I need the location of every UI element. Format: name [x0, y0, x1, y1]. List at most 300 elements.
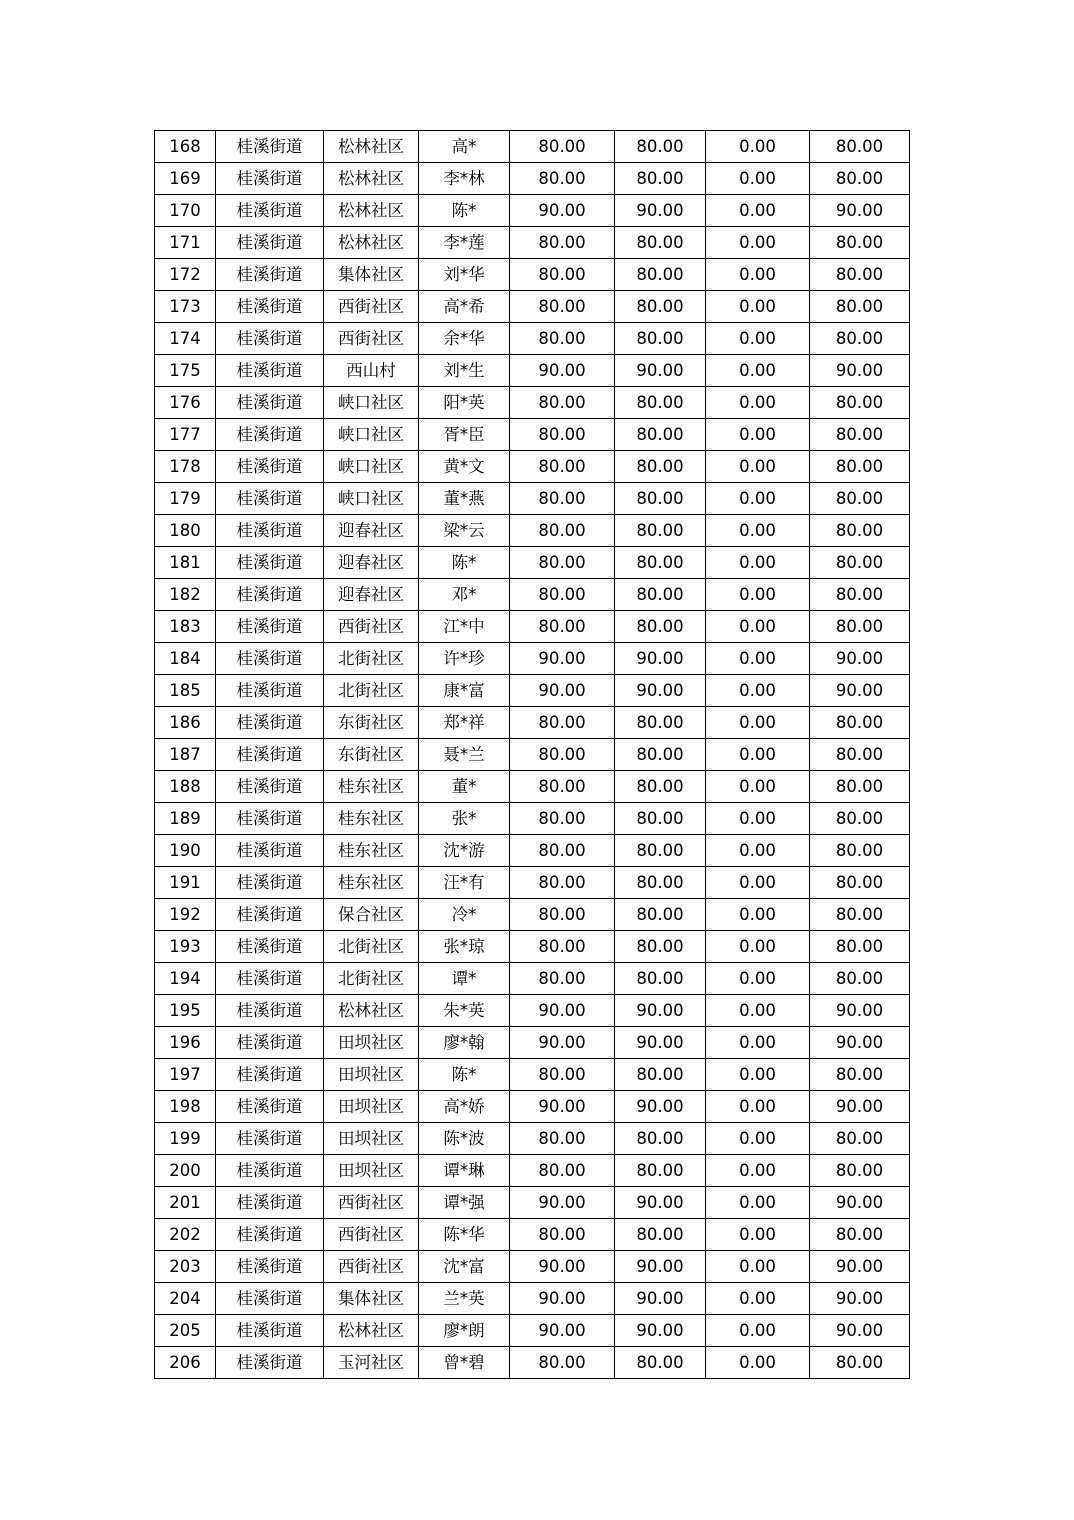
cell-subdistrict: 桂溪街道: [216, 611, 324, 643]
cell-amount-1: 90.00: [510, 1283, 615, 1315]
cell-community: 峡口社区: [324, 483, 419, 515]
cell-amount-1: 80.00: [510, 451, 615, 483]
cell-amount-1: 80.00: [510, 1347, 615, 1379]
cell-amount-2: 80.00: [615, 963, 706, 995]
cell-amount-1: 80.00: [510, 419, 615, 451]
cell-amount-2: 90.00: [615, 675, 706, 707]
cell-name: 谭*强: [419, 1187, 510, 1219]
cell-amount-3: 0.00: [706, 1155, 810, 1187]
cell-subdistrict: 桂溪街道: [216, 803, 324, 835]
cell-index: 184: [155, 643, 216, 675]
table-row: [155, 675, 910, 707]
cell-subdistrict: 桂溪街道: [216, 1059, 324, 1091]
cell-amount-3: 0.00: [706, 1283, 810, 1315]
cell-subdistrict: 桂溪街道: [216, 1283, 324, 1315]
cell-amount-3: 0.00: [706, 1187, 810, 1219]
cell-amount-4: 80.00: [810, 739, 910, 771]
cell-amount-4: 80.00: [810, 835, 910, 867]
cell-index: 168: [155, 131, 216, 163]
cell-amount-4: 80.00: [810, 803, 910, 835]
cell-amount-1: 90.00: [510, 675, 615, 707]
cell-amount-1: 90.00: [510, 995, 615, 1027]
cell-index: 186: [155, 707, 216, 739]
cell-subdistrict: 桂溪街道: [216, 899, 324, 931]
cell-amount-1: 80.00: [510, 931, 615, 963]
cell-amount-2: 80.00: [615, 739, 706, 771]
cell-amount-1: 80.00: [510, 259, 615, 291]
cell-amount-4: 80.00: [810, 899, 910, 931]
cell-amount-1: 80.00: [510, 707, 615, 739]
cell-community: 田坝社区: [324, 1027, 419, 1059]
cell-index: 204: [155, 1283, 216, 1315]
cell-amount-3: 0.00: [706, 963, 810, 995]
table-row: [155, 771, 910, 803]
cell-amount-1: 80.00: [510, 227, 615, 259]
cell-name: 聂*兰: [419, 739, 510, 771]
cell-amount-4: 80.00: [810, 1347, 910, 1379]
cell-index: 194: [155, 963, 216, 995]
cell-amount-3: 0.00: [706, 1347, 810, 1379]
cell-amount-4: 90.00: [810, 1315, 910, 1347]
cell-amount-2: 80.00: [615, 291, 706, 323]
cell-name: 陈*波: [419, 1123, 510, 1155]
cell-subdistrict: 桂溪街道: [216, 675, 324, 707]
cell-amount-2: 80.00: [615, 1123, 706, 1155]
cell-amount-1: 80.00: [510, 387, 615, 419]
cell-amount-4: 90.00: [810, 1187, 910, 1219]
cell-amount-3: 0.00: [706, 1027, 810, 1059]
cell-amount-1: 90.00: [510, 195, 615, 227]
cell-amount-2: 80.00: [615, 771, 706, 803]
cell-name: 许*珍: [419, 643, 510, 675]
cell-amount-2: 80.00: [615, 323, 706, 355]
cell-amount-2: 80.00: [615, 835, 706, 867]
cell-subdistrict: 桂溪街道: [216, 419, 324, 451]
cell-community: 西山村: [324, 355, 419, 387]
table-row: [155, 899, 910, 931]
cell-amount-1: 80.00: [510, 1219, 615, 1251]
cell-index: 193: [155, 931, 216, 963]
cell-community: 西街社区: [324, 1251, 419, 1283]
cell-amount-3: 0.00: [706, 515, 810, 547]
cell-amount-2: 80.00: [615, 803, 706, 835]
cell-amount-2: 80.00: [615, 1219, 706, 1251]
cell-subdistrict: 桂溪街道: [216, 1251, 324, 1283]
cell-amount-3: 0.00: [706, 995, 810, 1027]
table-row: [155, 355, 910, 387]
cell-amount-3: 0.00: [706, 131, 810, 163]
cell-subdistrict: 桂溪街道: [216, 483, 324, 515]
cell-amount-4: 90.00: [810, 643, 910, 675]
cell-amount-2: 80.00: [615, 707, 706, 739]
cell-community: 集体社区: [324, 1283, 419, 1315]
cell-amount-4: 90.00: [810, 1091, 910, 1123]
cell-amount-4: 80.00: [810, 1123, 910, 1155]
cell-subdistrict: 桂溪街道: [216, 771, 324, 803]
cell-amount-1: 90.00: [510, 1091, 615, 1123]
cell-index: 179: [155, 483, 216, 515]
cell-index: 170: [155, 195, 216, 227]
cell-name: 胥*臣: [419, 419, 510, 451]
cell-name: 高*希: [419, 291, 510, 323]
cell-amount-2: 90.00: [615, 995, 706, 1027]
cell-amount-2: 90.00: [615, 1187, 706, 1219]
cell-subdistrict: 桂溪街道: [216, 707, 324, 739]
table-row: [155, 643, 910, 675]
cell-amount-4: 90.00: [810, 1283, 910, 1315]
cell-amount-4: 80.00: [810, 483, 910, 515]
cell-amount-3: 0.00: [706, 579, 810, 611]
cell-amount-1: 80.00: [510, 323, 615, 355]
cell-name: 廖*翰: [419, 1027, 510, 1059]
cell-index: 201: [155, 1187, 216, 1219]
table-row: [155, 483, 910, 515]
cell-name: 董*燕: [419, 483, 510, 515]
cell-amount-3: 0.00: [706, 771, 810, 803]
cell-amount-1: 80.00: [510, 547, 615, 579]
cell-amount-3: 0.00: [706, 643, 810, 675]
cell-amount-4: 80.00: [810, 515, 910, 547]
cell-community: 集体社区: [324, 259, 419, 291]
cell-name: 黄*文: [419, 451, 510, 483]
cell-index: 206: [155, 1347, 216, 1379]
data-table: [154, 130, 910, 1379]
cell-amount-2: 80.00: [615, 547, 706, 579]
cell-community: 北街社区: [324, 963, 419, 995]
cell-amount-4: 90.00: [810, 1251, 910, 1283]
cell-name: 董*: [419, 771, 510, 803]
table-row: [155, 1027, 910, 1059]
cell-amount-2: 80.00: [615, 451, 706, 483]
table-row: [155, 1251, 910, 1283]
cell-name: 江*中: [419, 611, 510, 643]
table-row: [155, 195, 910, 227]
cell-index: 173: [155, 291, 216, 323]
cell-community: 北街社区: [324, 675, 419, 707]
cell-amount-2: 90.00: [615, 643, 706, 675]
cell-index: 185: [155, 675, 216, 707]
cell-amount-3: 0.00: [706, 1315, 810, 1347]
cell-amount-3: 0.00: [706, 611, 810, 643]
cell-amount-3: 0.00: [706, 931, 810, 963]
cell-name: 陈*: [419, 1059, 510, 1091]
cell-name: 陈*: [419, 195, 510, 227]
cell-community: 峡口社区: [324, 387, 419, 419]
cell-subdistrict: 桂溪街道: [216, 931, 324, 963]
cell-amount-1: 80.00: [510, 963, 615, 995]
cell-amount-1: 80.00: [510, 1155, 615, 1187]
cell-index: 177: [155, 419, 216, 451]
cell-name: 邓*: [419, 579, 510, 611]
cell-subdistrict: 桂溪街道: [216, 995, 324, 1027]
cell-amount-4: 80.00: [810, 867, 910, 899]
cell-subdistrict: 桂溪街道: [216, 451, 324, 483]
cell-amount-4: 80.00: [810, 259, 910, 291]
cell-amount-3: 0.00: [706, 1251, 810, 1283]
cell-index: 190: [155, 835, 216, 867]
cell-amount-4: 80.00: [810, 931, 910, 963]
cell-amount-1: 80.00: [510, 291, 615, 323]
cell-community: 玉河社区: [324, 1347, 419, 1379]
cell-subdistrict: 桂溪街道: [216, 1027, 324, 1059]
cell-community: 松林社区: [324, 227, 419, 259]
cell-amount-3: 0.00: [706, 483, 810, 515]
cell-name: 谭*琳: [419, 1155, 510, 1187]
cell-subdistrict: 桂溪街道: [216, 195, 324, 227]
cell-community: 松林社区: [324, 1315, 419, 1347]
table-row: [155, 1283, 910, 1315]
cell-amount-2: 80.00: [615, 899, 706, 931]
cell-amount-4: 80.00: [810, 227, 910, 259]
cell-amount-2: 80.00: [615, 611, 706, 643]
cell-amount-3: 0.00: [706, 675, 810, 707]
cell-name: 郑*祥: [419, 707, 510, 739]
cell-name: 兰*英: [419, 1283, 510, 1315]
table-row: [155, 387, 910, 419]
cell-amount-2: 80.00: [615, 1059, 706, 1091]
cell-amount-3: 0.00: [706, 1123, 810, 1155]
cell-community: 桂东社区: [324, 867, 419, 899]
table-row: [155, 1315, 910, 1347]
cell-subdistrict: 桂溪街道: [216, 291, 324, 323]
cell-amount-1: 80.00: [510, 1123, 615, 1155]
cell-subdistrict: 桂溪街道: [216, 1187, 324, 1219]
cell-amount-2: 80.00: [615, 227, 706, 259]
cell-amount-3: 0.00: [706, 195, 810, 227]
cell-amount-4: 80.00: [810, 547, 910, 579]
cell-subdistrict: 桂溪街道: [216, 835, 324, 867]
cell-amount-2: 90.00: [615, 1027, 706, 1059]
cell-amount-3: 0.00: [706, 835, 810, 867]
cell-index: 196: [155, 1027, 216, 1059]
cell-community: 松林社区: [324, 195, 419, 227]
cell-subdistrict: 桂溪街道: [216, 387, 324, 419]
cell-amount-1: 90.00: [510, 1187, 615, 1219]
cell-subdistrict: 桂溪街道: [216, 163, 324, 195]
table-row: [155, 707, 910, 739]
cell-community: 松林社区: [324, 995, 419, 1027]
cell-amount-1: 80.00: [510, 771, 615, 803]
cell-amount-3: 0.00: [706, 163, 810, 195]
cell-amount-4: 90.00: [810, 195, 910, 227]
table-row: [155, 291, 910, 323]
cell-index: 188: [155, 771, 216, 803]
cell-amount-1: 90.00: [510, 1251, 615, 1283]
cell-amount-2: 80.00: [615, 131, 706, 163]
cell-amount-1: 90.00: [510, 1315, 615, 1347]
table-row: [155, 227, 910, 259]
cell-amount-3: 0.00: [706, 867, 810, 899]
cell-amount-3: 0.00: [706, 1091, 810, 1123]
cell-index: 180: [155, 515, 216, 547]
cell-amount-2: 80.00: [615, 515, 706, 547]
cell-amount-4: 90.00: [810, 1027, 910, 1059]
cell-amount-2: 80.00: [615, 483, 706, 515]
cell-subdistrict: 桂溪街道: [216, 1347, 324, 1379]
cell-subdistrict: 桂溪街道: [216, 227, 324, 259]
cell-amount-4: 80.00: [810, 579, 910, 611]
cell-amount-3: 0.00: [706, 291, 810, 323]
cell-subdistrict: 桂溪街道: [216, 579, 324, 611]
cell-name: 张*琼: [419, 931, 510, 963]
cell-amount-2: 80.00: [615, 163, 706, 195]
cell-community: 松林社区: [324, 163, 419, 195]
cell-community: 西街社区: [324, 291, 419, 323]
cell-index: 195: [155, 995, 216, 1027]
cell-community: 田坝社区: [324, 1123, 419, 1155]
cell-index: 198: [155, 1091, 216, 1123]
cell-subdistrict: 桂溪街道: [216, 1219, 324, 1251]
cell-name: 阳*英: [419, 387, 510, 419]
cell-name: 汪*有: [419, 867, 510, 899]
cell-index: 172: [155, 259, 216, 291]
cell-index: 169: [155, 163, 216, 195]
cell-amount-1: 80.00: [510, 131, 615, 163]
cell-amount-2: 90.00: [615, 1315, 706, 1347]
table-row: [155, 1091, 910, 1123]
cell-amount-1: 90.00: [510, 643, 615, 675]
cell-amount-1: 80.00: [510, 579, 615, 611]
cell-index: 181: [155, 547, 216, 579]
cell-name: 梁*云: [419, 515, 510, 547]
cell-index: 183: [155, 611, 216, 643]
cell-subdistrict: 桂溪街道: [216, 1123, 324, 1155]
table-row: [155, 1347, 910, 1379]
table-row: [155, 963, 910, 995]
cell-name: 高*娇: [419, 1091, 510, 1123]
cell-amount-4: 80.00: [810, 387, 910, 419]
cell-community: 桂东社区: [324, 835, 419, 867]
cell-amount-2: 90.00: [615, 1251, 706, 1283]
cell-amount-2: 80.00: [615, 419, 706, 451]
cell-amount-2: 80.00: [615, 387, 706, 419]
cell-index: 205: [155, 1315, 216, 1347]
cell-name: 陈*华: [419, 1219, 510, 1251]
table-row: [155, 835, 910, 867]
cell-subdistrict: 桂溪街道: [216, 1091, 324, 1123]
cell-amount-4: 80.00: [810, 163, 910, 195]
cell-amount-3: 0.00: [706, 547, 810, 579]
cell-name: 李*莲: [419, 227, 510, 259]
table-row: [155, 1155, 910, 1187]
cell-index: 187: [155, 739, 216, 771]
cell-subdistrict: 桂溪街道: [216, 963, 324, 995]
table-row: [155, 995, 910, 1027]
cell-amount-1: 80.00: [510, 483, 615, 515]
cell-community: 田坝社区: [324, 1059, 419, 1091]
cell-name: 沈*富: [419, 1251, 510, 1283]
cell-subdistrict: 桂溪街道: [216, 131, 324, 163]
table-row: [155, 803, 910, 835]
cell-community: 迎春社区: [324, 515, 419, 547]
cell-amount-2: 80.00: [615, 867, 706, 899]
cell-amount-3: 0.00: [706, 451, 810, 483]
cell-community: 桂东社区: [324, 803, 419, 835]
cell-name: 张*: [419, 803, 510, 835]
cell-community: 峡口社区: [324, 451, 419, 483]
cell-community: 西街社区: [324, 1219, 419, 1251]
cell-amount-2: 80.00: [615, 259, 706, 291]
cell-index: 182: [155, 579, 216, 611]
cell-community: 西街社区: [324, 323, 419, 355]
cell-community: 东街社区: [324, 739, 419, 771]
table-row: [155, 867, 910, 899]
cell-amount-2: 90.00: [615, 195, 706, 227]
table-body: [155, 131, 910, 1379]
table-row: [155, 451, 910, 483]
cell-index: 197: [155, 1059, 216, 1091]
cell-amount-4: 80.00: [810, 771, 910, 803]
cell-amount-4: 80.00: [810, 1219, 910, 1251]
cell-name: 谭*: [419, 963, 510, 995]
cell-name: 李*林: [419, 163, 510, 195]
cell-name: 刘*生: [419, 355, 510, 387]
cell-community: 保合社区: [324, 899, 419, 931]
cell-amount-1: 80.00: [510, 899, 615, 931]
table-row: [155, 1187, 910, 1219]
cell-amount-4: 90.00: [810, 995, 910, 1027]
table-row: [155, 131, 910, 163]
cell-index: 176: [155, 387, 216, 419]
cell-subdistrict: 桂溪街道: [216, 547, 324, 579]
cell-community: 峡口社区: [324, 419, 419, 451]
cell-subdistrict: 桂溪街道: [216, 739, 324, 771]
table-row: [155, 1123, 910, 1155]
cell-amount-2: 90.00: [615, 1091, 706, 1123]
cell-amount-1: 90.00: [510, 1027, 615, 1059]
cell-community: 田坝社区: [324, 1091, 419, 1123]
cell-community: 迎春社区: [324, 547, 419, 579]
cell-amount-1: 80.00: [510, 835, 615, 867]
cell-index: 203: [155, 1251, 216, 1283]
table-row: [155, 419, 910, 451]
cell-name: 沈*游: [419, 835, 510, 867]
cell-amount-3: 0.00: [706, 355, 810, 387]
cell-name: 冷*: [419, 899, 510, 931]
cell-subdistrict: 桂溪街道: [216, 643, 324, 675]
cell-amount-3: 0.00: [706, 259, 810, 291]
cell-index: 191: [155, 867, 216, 899]
cell-community: 西街社区: [324, 1187, 419, 1219]
cell-name: 高*: [419, 131, 510, 163]
cell-community: 北街社区: [324, 643, 419, 675]
cell-amount-3: 0.00: [706, 227, 810, 259]
cell-index: 200: [155, 1155, 216, 1187]
cell-amount-2: 80.00: [615, 1347, 706, 1379]
cell-community: 北街社区: [324, 931, 419, 963]
cell-subdistrict: 桂溪街道: [216, 1155, 324, 1187]
cell-name: 廖*朗: [419, 1315, 510, 1347]
cell-index: 171: [155, 227, 216, 259]
cell-amount-3: 0.00: [706, 707, 810, 739]
table-row: [155, 163, 910, 195]
cell-amount-4: 80.00: [810, 451, 910, 483]
cell-community: 迎春社区: [324, 579, 419, 611]
cell-amount-2: 90.00: [615, 1283, 706, 1315]
cell-amount-4: 80.00: [810, 963, 910, 995]
cell-community: 田坝社区: [324, 1155, 419, 1187]
cell-amount-2: 90.00: [615, 355, 706, 387]
cell-amount-1: 90.00: [510, 355, 615, 387]
cell-subdistrict: 桂溪街道: [216, 259, 324, 291]
cell-amount-3: 0.00: [706, 739, 810, 771]
cell-amount-1: 80.00: [510, 803, 615, 835]
cell-name: 康*富: [419, 675, 510, 707]
cell-index: 199: [155, 1123, 216, 1155]
cell-amount-1: 80.00: [510, 611, 615, 643]
cell-subdistrict: 桂溪街道: [216, 1315, 324, 1347]
table-row: [155, 739, 910, 771]
